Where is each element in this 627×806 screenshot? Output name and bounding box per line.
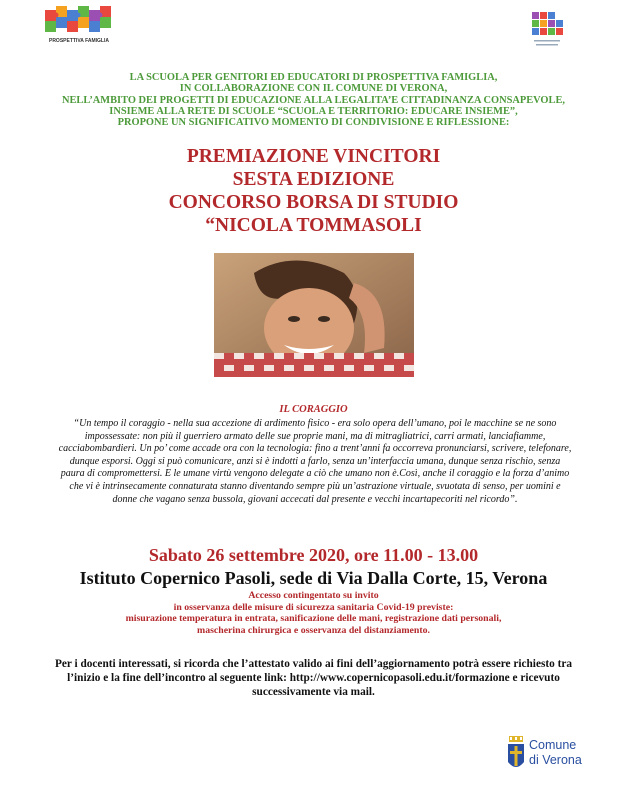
event-date: Sabato 26 settembre 2020, ore 11.00 - 13.00 — [148, 545, 479, 565]
intro-text — [30, 72, 597, 128]
scuola-territorio-logo — [528, 10, 566, 56]
title-line: SESTA EDIZIONE — [232, 169, 395, 190]
access-line: misurazione temperatura in entrata, sanificazione delle mani, registrazione dati personali, — [125, 613, 502, 625]
network-logo-icon — [528, 10, 566, 56]
puzzle-logo-icon — [42, 4, 116, 44]
event-place: Istituto Copernico Pasoli, sede di Via Dalla Corte, 15, Verona — [79, 568, 548, 588]
portrait-image — [214, 253, 414, 377]
quote-line: donne che vagano senza bussola, giovani accecati dal presente e vecchi incartapecoriti nel ricordo”. — [112, 493, 518, 505]
coat-of-arms-icon — [507, 736, 525, 774]
quote-line: impossessate: non più il guerriero armato delle sue proprie mani, ma di mitragliatrici, carri armati, lanciafiamme, — [84, 430, 546, 442]
comune-label — [529, 738, 582, 768]
portrait-photo — [214, 253, 414, 377]
title-line: “NICOLA TOMMASOLI — [205, 215, 422, 236]
access-notes — [30, 590, 597, 636]
intro-line: INSIEME ALLA RETE DI SCUOLE “SCUOLA E TERRITORIO: EDUCARE INSIEME”, — [109, 105, 518, 117]
quote-line: che vi è intrinsecamente connaturata stanno diventando sempre più un’astrazione virtuale, svuotata di senso, per uomini e — [69, 480, 561, 492]
teachers-note — [26, 657, 601, 699]
quote-line: “Un tempo il coraggio - nella sua accezione di ardimento fisico - era solo opera dell’umano, poi le macchine se ne sono — [73, 418, 557, 429]
intro-line: IN COLLABORAZIONE CON IL COMUNE DI VERONA, — [179, 83, 448, 95]
quote-line: cacciabombardieri. Un po’ come accade ora con la tecnologia: fino a trent’anni fa occorreva pronunciarsi, scrivere, telefonare, — [58, 443, 572, 455]
quote-text — [36, 418, 594, 506]
teachers-line: l’inizio e la fine dell’incontro al seguente link: http://www.copernicopasoli.edu.it/formazione e ricevuto — [67, 672, 560, 684]
logo-caption: PROSPETTIVA FAMIGLIA — [48, 38, 110, 44]
title-line: PREMIAZIONE VINCITORI — [186, 146, 441, 167]
teachers-line: Per i docenti interessati, si ricorda che l’attestato valido ai fini dell’aggiornamento potrà essere richiesto tra — [54, 658, 573, 670]
teachers-line: successivamente via mail. — [252, 686, 375, 698]
access-line: in osservanza delle misure di sicurezza sanitaria Covid-19 previste: — [173, 601, 454, 613]
quote-title: IL CORAGGIO — [279, 404, 348, 415]
intro-line: NELL’AMBITO DEI PROGETTI DI EDUCAZIONE ALLA LEGALITA’E CITTADINANZA CONSAPEVOLE, — [62, 94, 565, 106]
quote-line: paura di compromettersi. E le umane virtù vengono delegate a ciò che umano non è.Così, anche il coraggio e la forza d’animo — [60, 468, 570, 480]
intro-line: PROPONE UN SIGNIFICATIVO MOMENTO DI CONDIVISIONE E RIFLESSIONE: — [117, 117, 510, 129]
comune-line-2: di Verona — [529, 753, 582, 767]
intro-line: LA SCUOLA PER GENITORI ED EDUCATORI DI PROSPETTIVA FAMIGLIA, — [129, 72, 498, 83]
prospettiva-famiglia-logo — [42, 4, 116, 44]
quote-line: dunque esporsi. Oggi si può comunicare, anzi si è indotti a farlo, senza un’interfaccia umana, dunque senza rischio, senza — [69, 455, 561, 467]
title-line: CONCORSO BORSA DI STUDIO — [168, 192, 459, 213]
access-line: Accesso contingentato su invito — [248, 590, 379, 601]
comune-verona-logo — [507, 736, 597, 776]
comune-line-1: Comune — [529, 738, 577, 752]
event-title — [30, 145, 597, 237]
access-line: mascherina chirurgica e osservanza del distanziamento. — [197, 624, 430, 636]
